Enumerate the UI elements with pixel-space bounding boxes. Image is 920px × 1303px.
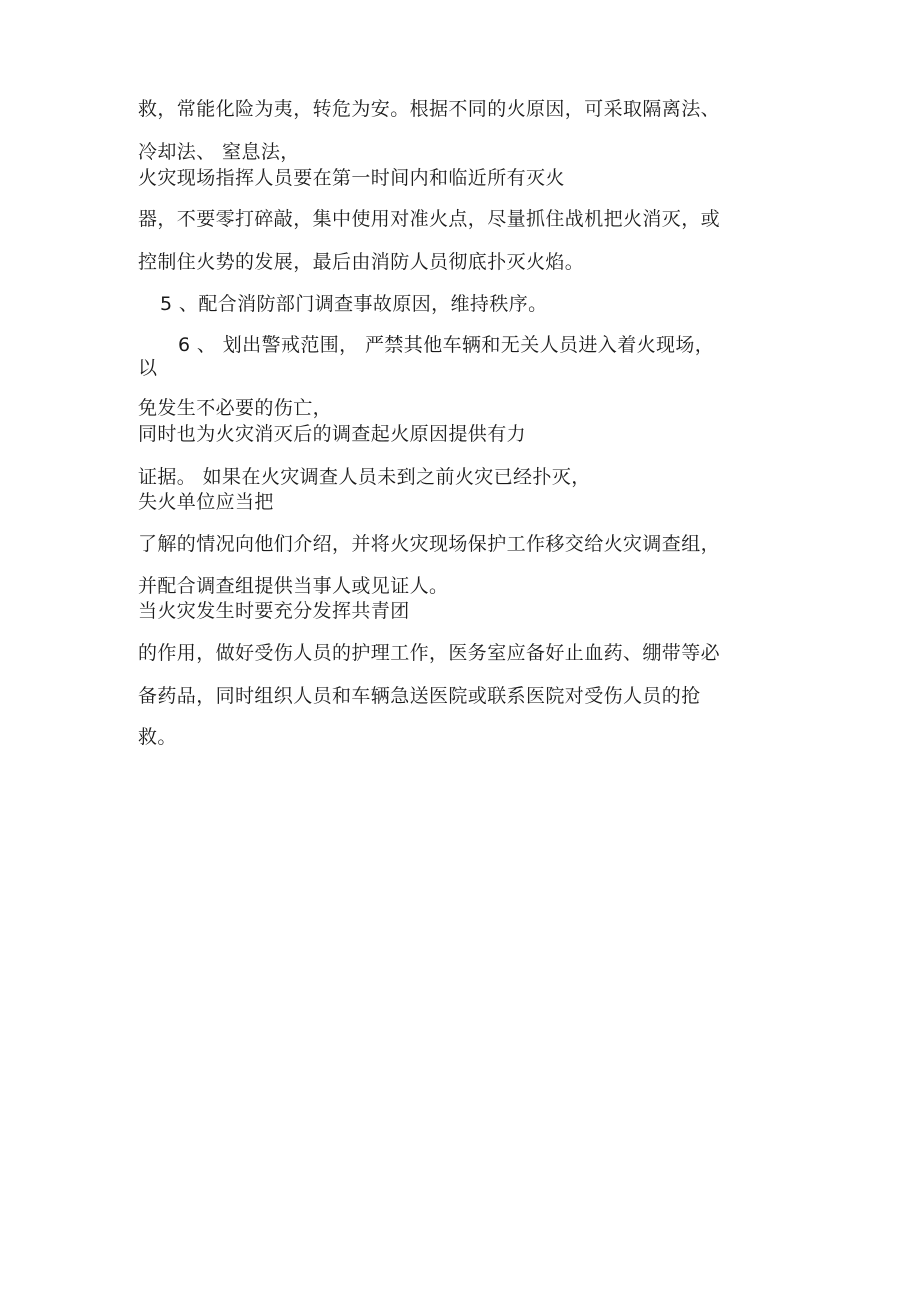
text-line: 证据。 如果在火灾调查人员未到之前火灾已经扑灭， bbox=[138, 466, 591, 488]
text-line: 火灾现场指挥人员要在第一时间内和临近所有灭火 bbox=[138, 167, 565, 189]
text-line: 失火单位应当把 bbox=[138, 491, 274, 513]
text-line: 免发生不必要的伤亡， bbox=[138, 397, 333, 419]
text-line: 备药品，同时组织人员和车辆急送医院或联系医院对受伤人员的抢 bbox=[138, 685, 701, 707]
text-line: 救。 bbox=[138, 726, 177, 748]
list-item-6: 6 、 划出警戒范围， 严禁其他车辆和无关人员进入着火现场， bbox=[178, 334, 715, 356]
text-line: 并配合调查组提供当事人或见证人。 bbox=[138, 575, 449, 597]
text-line: 控制住火势的发展，最后由消防人员彻底扑灭火焰。 bbox=[138, 251, 585, 273]
list-item-5: 5 、配合消防部门调查事故原因，维持秩序。 bbox=[160, 293, 548, 315]
text-line: 器，不要零打碎敲，集中使用对准火点，尽量抓住战机把火消灭，或 bbox=[138, 208, 721, 230]
text-line: 当火灾发生时要充分发挥共青团 bbox=[138, 600, 410, 622]
text-line: 了解的情况向他们介绍，并将火灾现场保护工作移交给火灾调查组， bbox=[138, 533, 721, 555]
text-line: 以 bbox=[138, 357, 158, 379]
text-line: 的作用，做好受伤人员的护理工作，医务室应备好止血药、绷带等必 bbox=[138, 642, 721, 664]
text-line: 冷却法、 窒息法， bbox=[138, 141, 300, 163]
text-line: 救，常能化险为夷，转危为安。根据不同的火原因，可采取隔离法、 bbox=[138, 98, 721, 120]
text-line: 同时也为火灾消灭后的调查起火原因提供有力 bbox=[138, 423, 527, 445]
